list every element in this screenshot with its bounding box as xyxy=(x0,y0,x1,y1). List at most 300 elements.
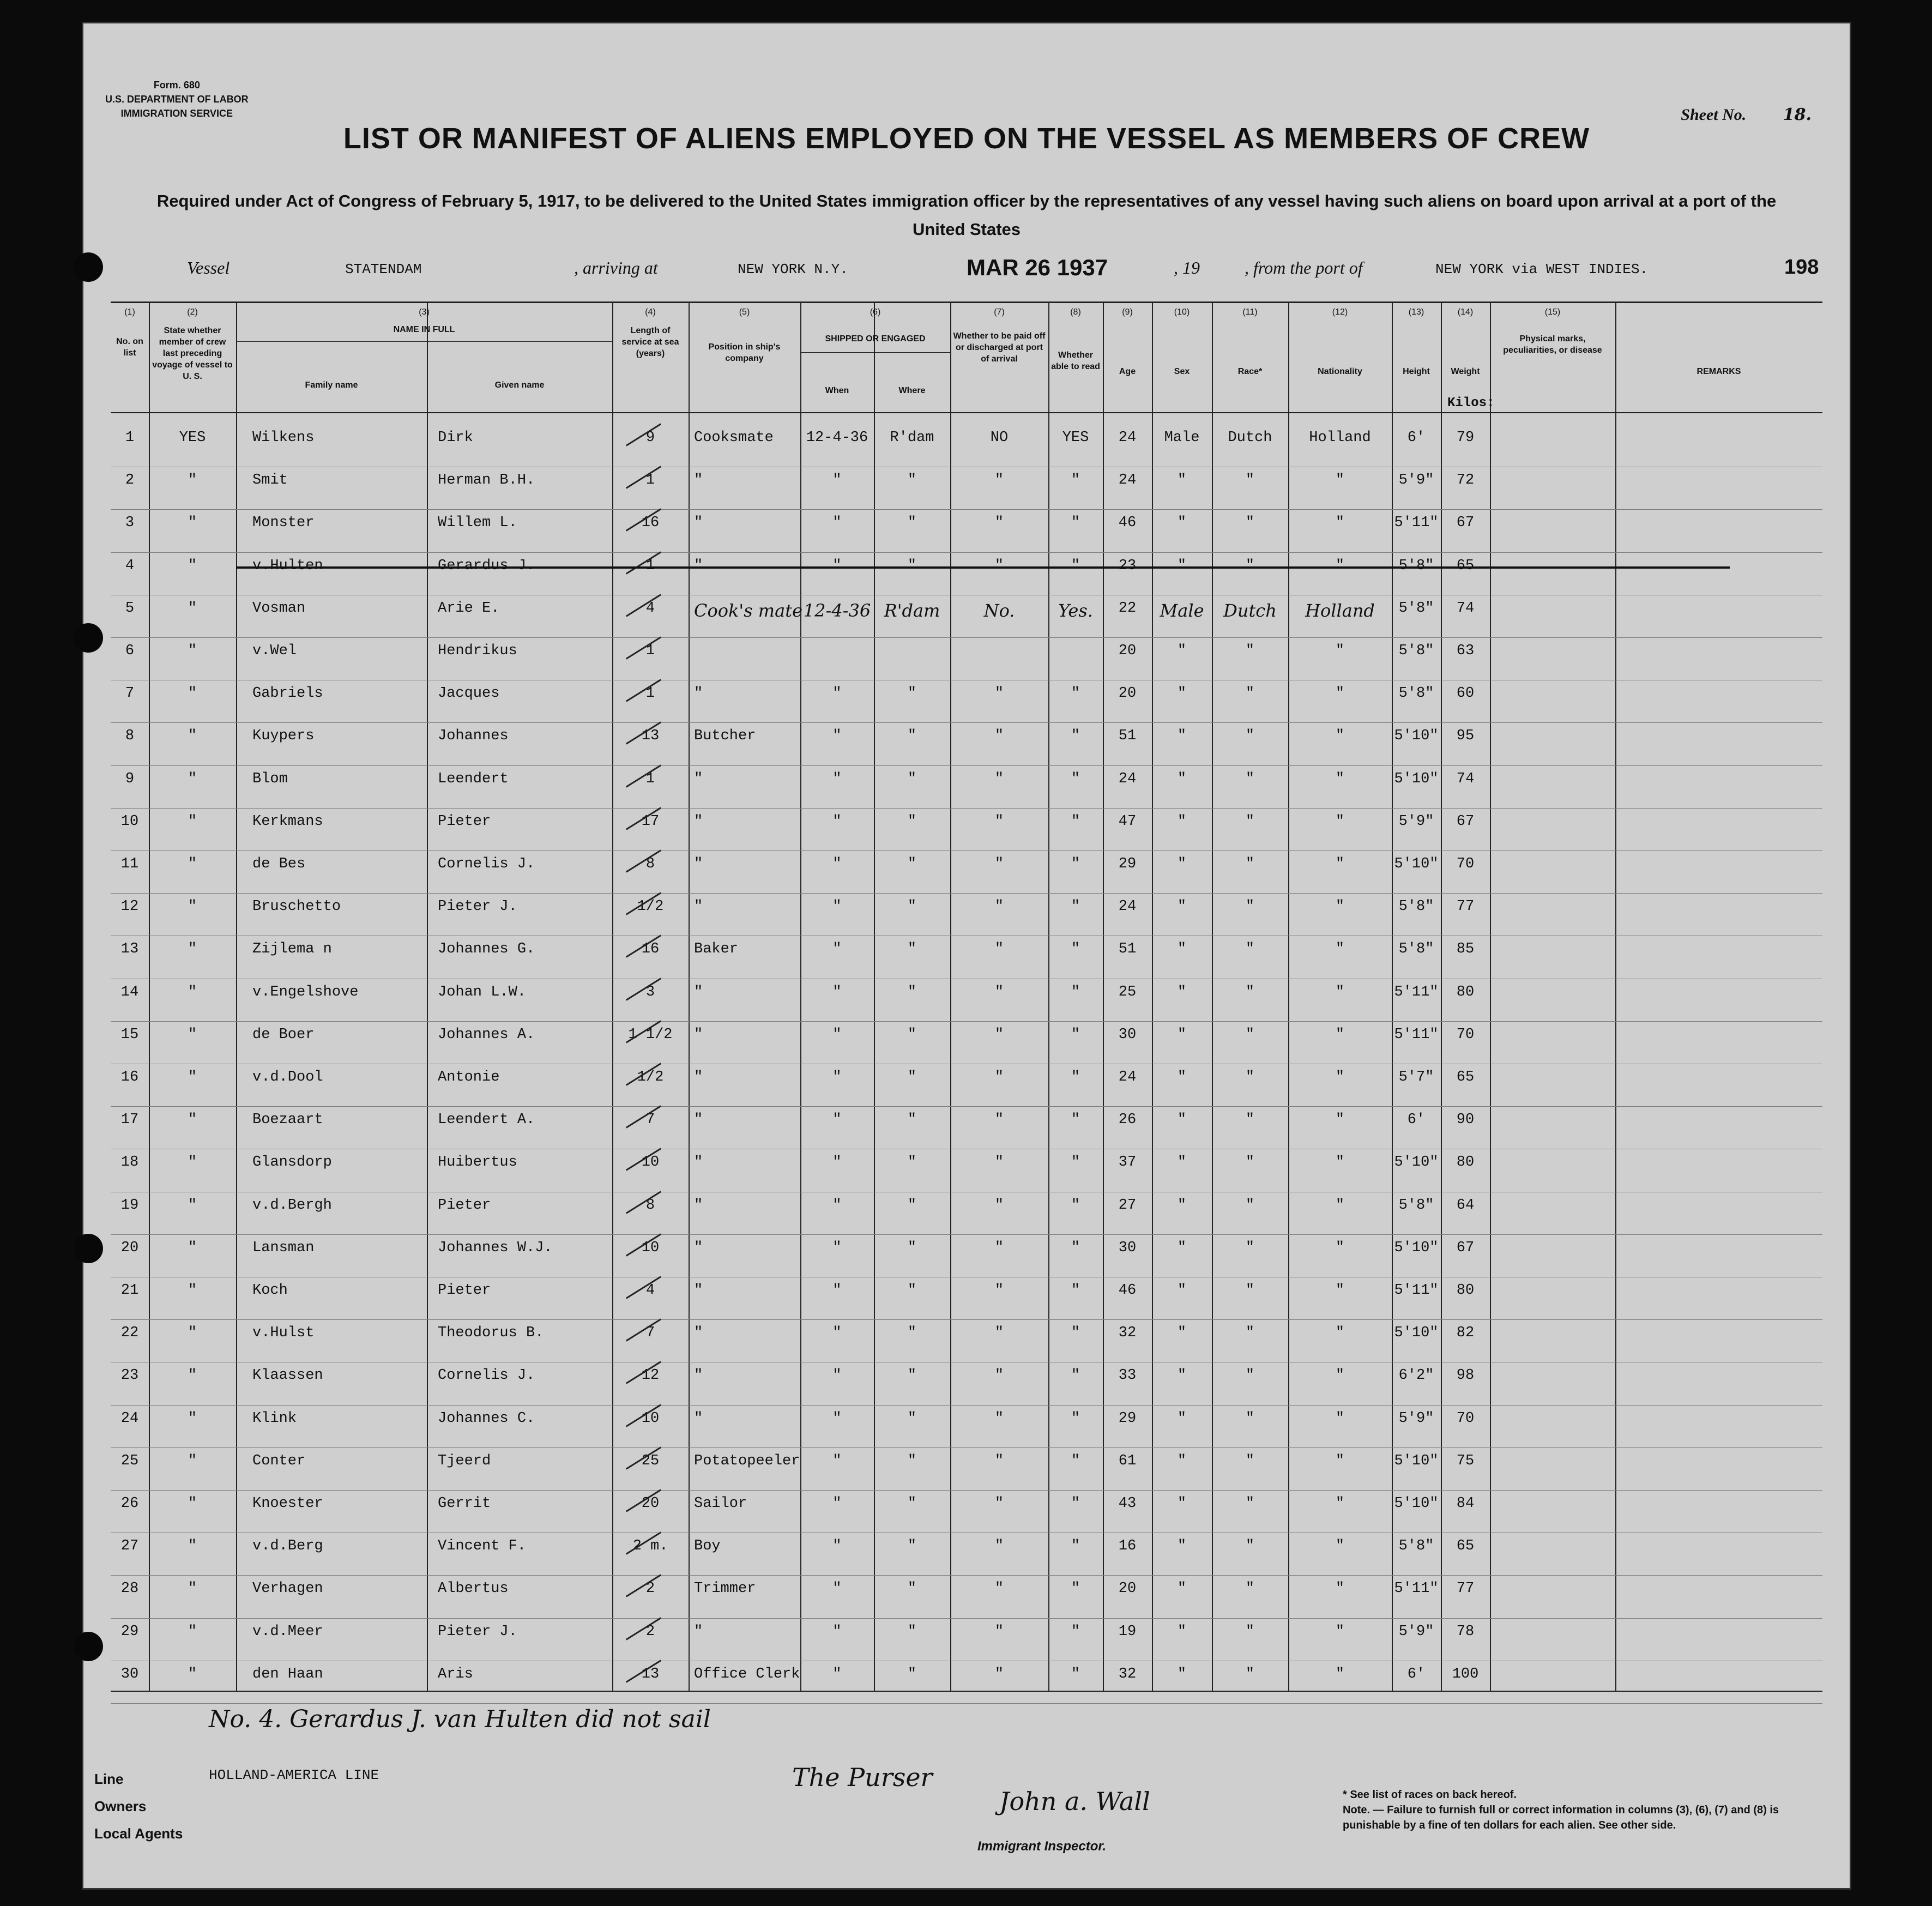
cell-family: den Haan xyxy=(252,1666,323,1682)
row-line xyxy=(111,1106,1822,1107)
cell-age: 30 xyxy=(1118,1026,1137,1043)
cell-position: Boy xyxy=(694,1538,721,1555)
cell-when: " xyxy=(832,770,842,787)
cell-nationality: " xyxy=(1335,1197,1345,1214)
cell-where: " xyxy=(907,1410,917,1427)
from-port: NEW YORK via WEST INDIES. xyxy=(1435,261,1649,278)
handwritten-note: No. 4. Gerardus J. van Hulten did not sail xyxy=(209,1705,711,1733)
cell-position: " xyxy=(694,1623,703,1640)
cell-weight: 64 xyxy=(1456,1197,1475,1214)
cell-height: 5'11" xyxy=(1394,984,1439,1000)
cell-where: " xyxy=(907,557,917,574)
cell-no: 26 xyxy=(120,1495,139,1512)
cell-position: " xyxy=(694,685,703,702)
cell-family: v.d.Meer xyxy=(252,1623,323,1640)
cell-height: 5'8" xyxy=(1398,941,1434,958)
cell-state: " xyxy=(188,1325,197,1342)
cell-nationality: " xyxy=(1335,557,1345,574)
arriving-label: , arriving at xyxy=(574,258,658,278)
cell-age: 24 xyxy=(1118,898,1137,915)
cell-weight: 67 xyxy=(1456,515,1475,532)
cell-nationality: " xyxy=(1335,856,1345,872)
cell-family: Gabriels xyxy=(252,685,323,702)
row-line xyxy=(111,509,1822,510)
shipped-header-divider xyxy=(800,352,950,353)
cell-position: " xyxy=(694,1282,703,1299)
manifest-page xyxy=(82,22,1851,1890)
cell-race: " xyxy=(1245,1197,1255,1214)
cell-length: 1/2 xyxy=(637,898,664,915)
cell-read: YES xyxy=(1062,430,1089,446)
cell-race: Dutch xyxy=(1228,430,1272,446)
cell-family: Verhagen xyxy=(252,1581,323,1597)
cell-race: " xyxy=(1245,1325,1255,1342)
cell-read: " xyxy=(1071,1325,1080,1342)
cell-given: Cornelis J. xyxy=(438,1367,535,1384)
column-divider xyxy=(1615,303,1616,1691)
cell-position: " xyxy=(694,898,703,915)
cell-family: v.Hulst xyxy=(252,1325,315,1342)
row-line xyxy=(111,1021,1822,1022)
cell-age: 20 xyxy=(1118,1581,1137,1597)
cell-family: Zijlema n xyxy=(252,941,332,958)
cell-paid: " xyxy=(994,515,1004,532)
cell-state: " xyxy=(188,1452,197,1469)
punch-hole xyxy=(74,1234,103,1263)
cell-sex: " xyxy=(1177,1112,1187,1129)
cell-where: " xyxy=(907,472,917,489)
cell-race: " xyxy=(1245,1452,1255,1469)
cell-weight: 65 xyxy=(1456,557,1475,574)
cell-height: 5'8" xyxy=(1398,1538,1434,1555)
cell-weight: 85 xyxy=(1456,941,1475,958)
cell-race: " xyxy=(1245,1154,1255,1171)
header-family-name: Family name xyxy=(305,381,358,390)
cell-read: " xyxy=(1071,1154,1080,1171)
cell-when: " xyxy=(832,1410,842,1427)
cell-state: " xyxy=(188,1581,197,1597)
cell-weight: 72 xyxy=(1456,472,1475,489)
cell-race: " xyxy=(1245,472,1255,489)
cell-paid: " xyxy=(994,1026,1004,1043)
cell-state: YES xyxy=(179,430,206,446)
cell-sex: " xyxy=(1177,472,1187,489)
row-line xyxy=(111,1447,1822,1448)
cell-when: " xyxy=(832,1367,842,1384)
cell-weight: 90 xyxy=(1456,1112,1475,1129)
cell-race: " xyxy=(1245,1538,1255,1555)
header-divider xyxy=(111,412,1822,413)
row-line xyxy=(111,765,1822,766)
cell-paid: " xyxy=(994,1197,1004,1214)
cell-given: Gerrit xyxy=(438,1495,491,1512)
cell-family: Smit xyxy=(252,472,288,489)
column-number: (5) xyxy=(739,307,750,317)
cell-where: " xyxy=(907,1495,917,1512)
cell-no: 23 xyxy=(120,1367,139,1384)
column-number: (2) xyxy=(187,307,198,317)
cell-sex: Male xyxy=(1164,430,1200,446)
cell-nationality: " xyxy=(1335,1495,1345,1512)
cell-paid: " xyxy=(994,1410,1004,1427)
cell-given: Johannes G. xyxy=(438,941,535,958)
cell-where: R'dam xyxy=(890,430,934,446)
cell-family: v.d.Berg xyxy=(252,1538,323,1555)
cell-no: 5 xyxy=(125,600,135,617)
cell-height: 6'2" xyxy=(1398,1367,1434,1384)
inspector-signature: John a. Wall xyxy=(999,1787,1150,1816)
column-number: (9) xyxy=(1122,307,1133,317)
cell-where: " xyxy=(907,1367,917,1384)
cell-race: " xyxy=(1245,856,1255,872)
row-line xyxy=(111,1703,1822,1704)
cell-weight: 74 xyxy=(1456,770,1475,787)
cell-length: 1 xyxy=(645,770,655,787)
cell-given: Johan L.W. xyxy=(438,984,527,1000)
cell-state: " xyxy=(188,1069,197,1085)
cell-family: v.Wel xyxy=(252,643,297,659)
cell-age: 16 xyxy=(1118,1538,1137,1555)
cell-sex: " xyxy=(1177,1367,1187,1384)
cell-age: 37 xyxy=(1118,1154,1137,1171)
cell-race: " xyxy=(1245,1069,1255,1085)
cell-position: Cooksmate xyxy=(694,430,774,446)
cell-length: 2 m. xyxy=(632,1538,668,1555)
cell-nationality: " xyxy=(1335,1154,1345,1171)
row-line xyxy=(111,1234,1822,1235)
header-where: Where xyxy=(898,386,926,395)
cell-when: " xyxy=(832,1452,842,1469)
cell-sex: " xyxy=(1177,1325,1187,1342)
cell-weight: 82 xyxy=(1456,1325,1475,1342)
cell-when: " xyxy=(832,813,842,830)
cell-nationality: Holland xyxy=(1309,430,1371,446)
cell-weight: 74 xyxy=(1456,600,1475,617)
cell-nationality: " xyxy=(1335,643,1345,659)
cell-when: " xyxy=(832,1325,842,1342)
cell-height: 6' xyxy=(1407,1112,1426,1129)
cell-sex: " xyxy=(1177,1069,1187,1085)
cell-length: 4 xyxy=(645,1282,655,1299)
cell-race: " xyxy=(1245,643,1255,659)
cell-when: " xyxy=(832,557,842,574)
cell-read: " xyxy=(1071,1282,1080,1299)
cell-state: " xyxy=(188,1239,197,1256)
cell-family: Koch xyxy=(252,1282,288,1299)
cell-state: " xyxy=(188,1154,197,1171)
cell-weight: 65 xyxy=(1456,1538,1475,1555)
cell-sex: Male xyxy=(1160,600,1204,621)
cell-where: " xyxy=(907,1112,917,1129)
cell-family: Vosman xyxy=(252,600,306,617)
cell-family: Glansdorp xyxy=(252,1154,332,1171)
cell-state: " xyxy=(188,472,197,489)
cell-no: 18 xyxy=(120,1154,139,1171)
cell-nationality: " xyxy=(1335,515,1345,532)
cell-read: " xyxy=(1071,984,1080,1000)
cell-no: 17 xyxy=(120,1112,139,1129)
footnotes xyxy=(1343,1787,1833,1833)
cell-nationality: " xyxy=(1335,472,1345,489)
cell-race: " xyxy=(1245,1581,1255,1597)
cell-position: Trimmer xyxy=(694,1581,756,1597)
cell-given: Theodorus B. xyxy=(438,1325,544,1342)
cell-no: 7 xyxy=(125,685,135,702)
cell-age: 46 xyxy=(1118,1282,1137,1299)
cell-state: " xyxy=(188,941,197,958)
cell-race: " xyxy=(1245,770,1255,787)
cell-position: " xyxy=(694,1410,703,1427)
cell-paid: " xyxy=(994,898,1004,915)
cell-height: 5'11" xyxy=(1394,515,1439,532)
cell-race: " xyxy=(1245,515,1255,532)
row-line xyxy=(111,1575,1822,1576)
cell-where: " xyxy=(907,1623,917,1640)
cell-age: 32 xyxy=(1118,1666,1137,1682)
cell-race: " xyxy=(1245,1410,1255,1427)
cell-read: " xyxy=(1071,1026,1080,1043)
column-number: (13) xyxy=(1408,307,1424,317)
arrival-port: NEW YORK N.Y. xyxy=(738,261,848,278)
cell-height: 6' xyxy=(1407,430,1426,446)
cell-no: 6 xyxy=(125,643,135,659)
cell-sex: " xyxy=(1177,856,1187,872)
cell-read: Yes. xyxy=(1058,600,1093,621)
cell-sex: " xyxy=(1177,1197,1187,1214)
cell-length: 2 xyxy=(645,1581,655,1597)
cell-read: " xyxy=(1071,685,1080,702)
cell-sex: " xyxy=(1177,1026,1187,1043)
footnote-fine: Note. — Failure to furnish full or correct information in columns (3), (6), (7) and (8) is punishable by a fine of ten dollars for each alien. See other side. xyxy=(1343,1804,1779,1831)
cell-sex: " xyxy=(1177,813,1187,830)
cell-read: " xyxy=(1071,472,1080,489)
header-position: Position in ship's company xyxy=(708,342,781,363)
signature-block xyxy=(792,1763,1150,1816)
cell-where: " xyxy=(907,984,917,1000)
inspector-label: Immigrant Inspector. xyxy=(977,1839,1107,1854)
cell-age: 29 xyxy=(1118,1410,1137,1427)
cell-age: 23 xyxy=(1118,557,1137,574)
cell-read: " xyxy=(1071,1197,1080,1214)
cell-weight: 78 xyxy=(1456,1623,1475,1640)
header-given-name: Given name xyxy=(494,381,545,390)
cell-race: " xyxy=(1245,1623,1255,1640)
cell-where: " xyxy=(907,1325,917,1342)
cell-paid: " xyxy=(994,1581,1004,1597)
cell-paid: " xyxy=(994,1112,1004,1129)
cell-given: Pieter xyxy=(438,1197,491,1214)
cell-paid: " xyxy=(994,1538,1004,1555)
cell-position: " xyxy=(694,1325,703,1342)
cell-read: " xyxy=(1071,1367,1080,1384)
cell-sex: " xyxy=(1177,984,1187,1000)
cell-age: 26 xyxy=(1118,1112,1137,1129)
cell-weight: 80 xyxy=(1456,1154,1475,1171)
cell-family: Boezaart xyxy=(252,1112,323,1129)
cell-race: " xyxy=(1245,898,1255,915)
column-divider xyxy=(236,303,237,1691)
cell-weight: 77 xyxy=(1456,1581,1475,1597)
cell-where: " xyxy=(907,1282,917,1299)
cell-no: 27 xyxy=(120,1538,139,1555)
cell-height: 5'8" xyxy=(1398,898,1434,915)
line-value: HOLLAND-AMERICA LINE xyxy=(209,1767,379,1783)
cell-family: Wilkens xyxy=(252,430,315,446)
cell-race: " xyxy=(1245,813,1255,830)
cell-family: v.Engelshove xyxy=(252,984,359,1000)
cell-given: Arie E. xyxy=(438,600,500,617)
cell-weight: 70 xyxy=(1456,856,1475,872)
cell-length: 16 xyxy=(641,941,660,958)
cell-where: " xyxy=(907,1069,917,1085)
cell-height: 5'10" xyxy=(1394,1325,1439,1342)
cell-no: 8 xyxy=(125,728,135,745)
cell-state: " xyxy=(188,685,197,702)
cell-age: 29 xyxy=(1118,856,1137,872)
cell-given: Pieter xyxy=(438,813,491,830)
stamp-number: 198 xyxy=(1784,256,1819,279)
row-line xyxy=(111,1405,1822,1406)
cell-paid: " xyxy=(994,557,1004,574)
cell-position: " xyxy=(694,515,703,532)
header-weight: Weight xyxy=(1451,367,1480,376)
cell-given: Vincent F. xyxy=(438,1538,527,1555)
cell-family: v.d.Bergh xyxy=(252,1197,332,1214)
cell-length: 25 xyxy=(641,1452,660,1469)
column-number: (11) xyxy=(1242,307,1258,317)
cell-height: 5'7" xyxy=(1398,1069,1434,1085)
cell-sex: " xyxy=(1177,1239,1187,1256)
cell-state: " xyxy=(188,1197,197,1214)
cell-length: 7 xyxy=(645,1325,655,1342)
punch-hole xyxy=(74,1632,103,1661)
cell-weight: 70 xyxy=(1456,1410,1475,1427)
cell-length: 1/2 xyxy=(637,1069,664,1085)
header-no-on-list: No. on list xyxy=(116,337,143,358)
cell-height: 5'10" xyxy=(1394,856,1439,872)
cell-length: 2 xyxy=(645,1623,655,1640)
cell-race: " xyxy=(1245,1239,1255,1256)
cell-family: Knoester xyxy=(252,1495,323,1512)
cell-paid: " xyxy=(994,1495,1004,1512)
cell-where: " xyxy=(907,813,917,830)
header-physical-marks: Physical marks, peculiarities, or disease xyxy=(1503,334,1602,355)
cell-position: " xyxy=(694,1026,703,1043)
cell-sex: " xyxy=(1177,941,1187,958)
sheet-label: Sheet No. xyxy=(1681,106,1747,124)
cell-length: 16 xyxy=(641,515,660,532)
cell-read: " xyxy=(1071,770,1080,787)
cell-length: 8 xyxy=(645,856,655,872)
cell-sex: " xyxy=(1177,1666,1187,1682)
header-race: Race* xyxy=(1237,367,1263,376)
cell-age: 46 xyxy=(1118,515,1137,532)
cell-length: 12 xyxy=(641,1367,660,1384)
cell-sex: " xyxy=(1177,1282,1187,1299)
vessel-line xyxy=(83,255,1850,291)
cell-when: " xyxy=(832,1495,842,1512)
local-agents-label: Local Agents xyxy=(94,1825,183,1842)
row-line xyxy=(111,552,1822,553)
cell-state: " xyxy=(188,600,197,617)
page-subtitle: Required under Act of Congress of February 5, 1917, to be delivered to the United States immigration officer by the representatives of any vessel having such aliens on board upon arrival at a port of the United States xyxy=(156,191,1777,239)
cell-paid: " xyxy=(994,728,1004,745)
column-number: (6) xyxy=(870,307,881,317)
cell-given: Tjeerd xyxy=(438,1452,491,1469)
cell-family: Monster xyxy=(252,515,315,532)
cell-family: de Bes xyxy=(252,856,306,872)
cell-position: Potatopeeler xyxy=(694,1452,800,1469)
row-line xyxy=(111,893,1822,894)
header-read: Whether able to read xyxy=(1051,351,1100,371)
cell-where: " xyxy=(907,1239,917,1256)
cell-length: 7 xyxy=(645,1112,655,1129)
cell-sex: " xyxy=(1177,1410,1187,1427)
cell-state: " xyxy=(188,1282,197,1299)
cell-where: " xyxy=(907,1154,917,1171)
cell-state: " xyxy=(188,813,197,830)
cell-when: 12-4-36 xyxy=(803,600,871,621)
cell-age: 51 xyxy=(1118,941,1137,958)
cell-when: 12-4-36 xyxy=(806,430,868,446)
cell-paid: " xyxy=(994,1069,1004,1085)
cell-position: " xyxy=(694,984,703,1000)
column-number: (3) xyxy=(419,307,430,317)
cell-state: " xyxy=(188,1026,197,1043)
column-number: (14) xyxy=(1457,307,1474,317)
header-shipped: SHIPPED OR ENGAGED xyxy=(825,334,926,343)
cell-no: 24 xyxy=(120,1410,139,1427)
column-number: (8) xyxy=(1070,307,1081,317)
cell-given: Leendert xyxy=(438,770,509,787)
cell-state: " xyxy=(188,984,197,1000)
cell-age: 24 xyxy=(1118,770,1137,787)
cell-length: 3 xyxy=(645,984,655,1000)
cell-where: " xyxy=(907,1538,917,1555)
cell-nationality: " xyxy=(1335,813,1345,830)
cell-read: " xyxy=(1071,1581,1080,1597)
cell-age: 51 xyxy=(1118,728,1137,745)
cell-nationality: " xyxy=(1335,770,1345,787)
cell-where: " xyxy=(907,515,917,532)
cell-age: 22 xyxy=(1118,600,1137,617)
cell-position: " xyxy=(694,1239,703,1256)
cell-race: Dutch xyxy=(1223,600,1277,621)
cell-length: 10 xyxy=(641,1154,660,1171)
cell-read: " xyxy=(1071,728,1080,745)
cell-no: 4 xyxy=(125,557,135,574)
cell-length: 1 1/2 xyxy=(628,1026,673,1043)
cell-position: Sailor xyxy=(694,1495,747,1512)
cell-family: Conter xyxy=(252,1452,306,1469)
cell-height: 5'10" xyxy=(1394,1452,1439,1469)
cell-no: 21 xyxy=(120,1282,139,1299)
cell-family: Klink xyxy=(252,1410,297,1427)
cell-given: Johannes xyxy=(438,728,509,745)
cell-race: " xyxy=(1245,728,1255,745)
cell-length: 1 xyxy=(645,472,655,489)
cell-when: " xyxy=(832,1154,842,1171)
cell-no: 19 xyxy=(120,1197,139,1214)
cell-when: " xyxy=(832,1623,842,1640)
cell-age: 33 xyxy=(1118,1367,1137,1384)
cell-when: " xyxy=(832,472,842,489)
cell-given: Pieter J. xyxy=(438,898,517,915)
cell-when: " xyxy=(832,1197,842,1214)
cell-when: " xyxy=(832,984,842,1000)
cell-no: 25 xyxy=(120,1452,139,1469)
purser-signature: The Purser xyxy=(792,1763,933,1792)
